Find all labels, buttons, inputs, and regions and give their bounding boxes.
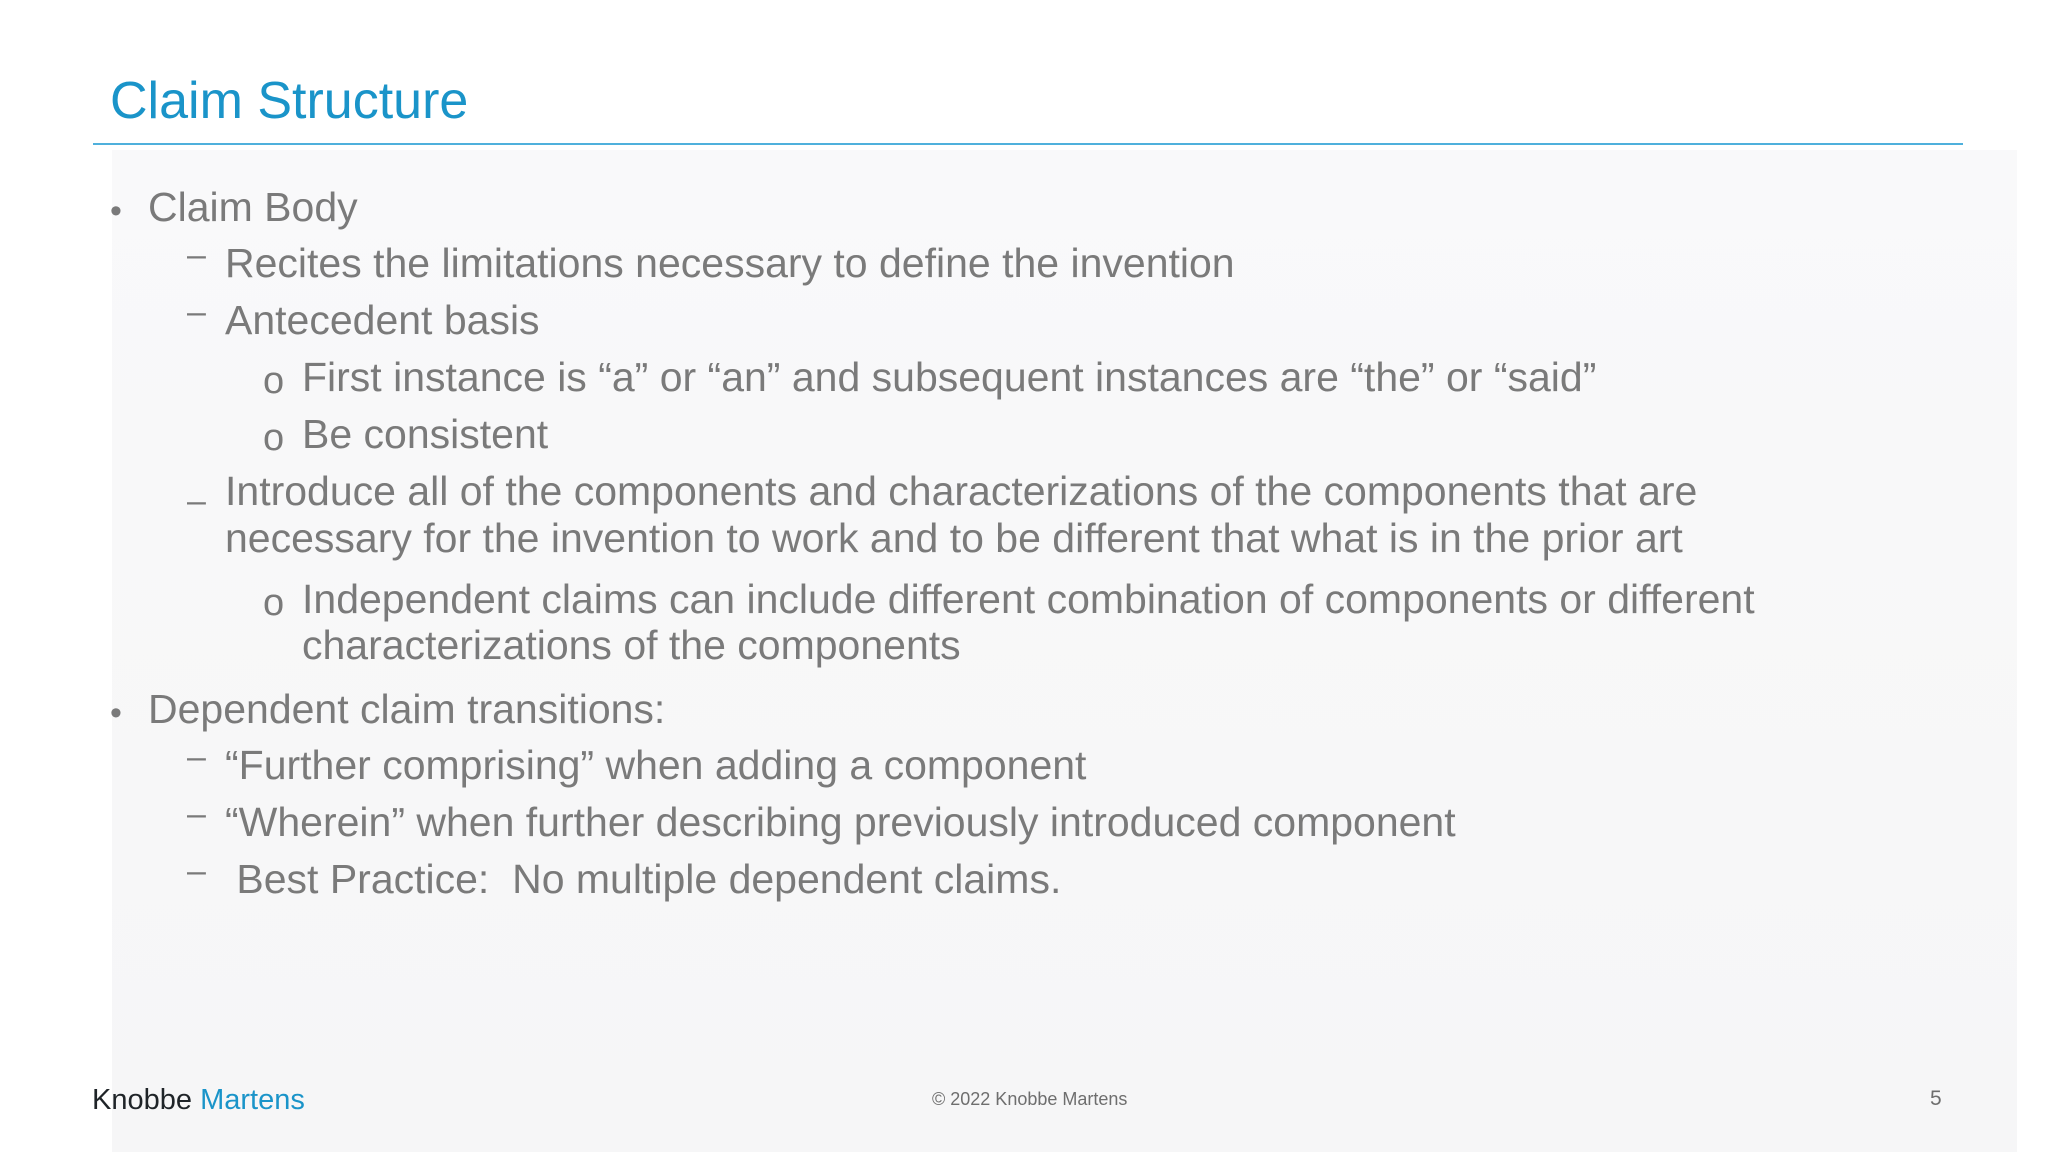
bullet-claim-body: Claim Body: [148, 184, 358, 230]
slide-title: Claim Structure: [110, 72, 469, 130]
sub-bullet-antecedent: Antecedent basis: [225, 297, 540, 343]
logo-knobbe-text: Knobbe: [92, 1084, 192, 1116]
dash-marker: –: [187, 482, 206, 520]
sub-bullet-introduce-line1: Introduce all of the components and characterizations of the components that are: [225, 468, 1698, 514]
sub-bullet-introduce-line2: necessary for the invention to work and to be different that what is in the prior art: [225, 515, 1683, 561]
page-number: 5: [1930, 1087, 1942, 1110]
sub-sub-bullet-independent-line1: Independent claims can include different combination of components or different: [302, 576, 1755, 622]
sub-bullet-further-comprising: “Further comprising” when adding a component: [225, 742, 1087, 788]
copyright-notice: © 2022 Knobbe Martens: [932, 1089, 1128, 1109]
circle-marker: o: [263, 417, 285, 459]
dash-marker: –: [187, 795, 206, 833]
bullet-marker: •: [110, 694, 122, 732]
sub-bullet-recites: Recites the limitations necessary to define the invention: [225, 240, 1235, 286]
dash-marker: –: [187, 738, 206, 776]
bullet-marker: •: [110, 192, 122, 230]
bullet-dependent-claim: Dependent claim transitions:: [148, 686, 666, 732]
sub-sub-bullet-independent-line2: characterizations of the components: [302, 622, 961, 668]
sub-sub-bullet-be-consistent: Be consistent: [302, 411, 549, 457]
dash-marker: –: [187, 852, 206, 890]
knobbe-martens-logo: [92, 1083, 305, 1117]
logo-martens-text: Martens: [200, 1084, 305, 1116]
dash-marker: –: [187, 293, 206, 331]
sub-bullet-best-practice: Best Practice: No multiple dependent claims.: [225, 856, 1062, 902]
sub-sub-bullet-first-instance: First instance is “a” or “an” and subsequent instances are “the” or “said”: [302, 354, 1597, 400]
circle-marker: o: [263, 360, 285, 402]
dash-marker: –: [187, 236, 206, 274]
circle-marker: o: [263, 582, 285, 624]
sub-bullet-wherein: “Wherein” when further describing previously introduced component: [225, 799, 1456, 845]
